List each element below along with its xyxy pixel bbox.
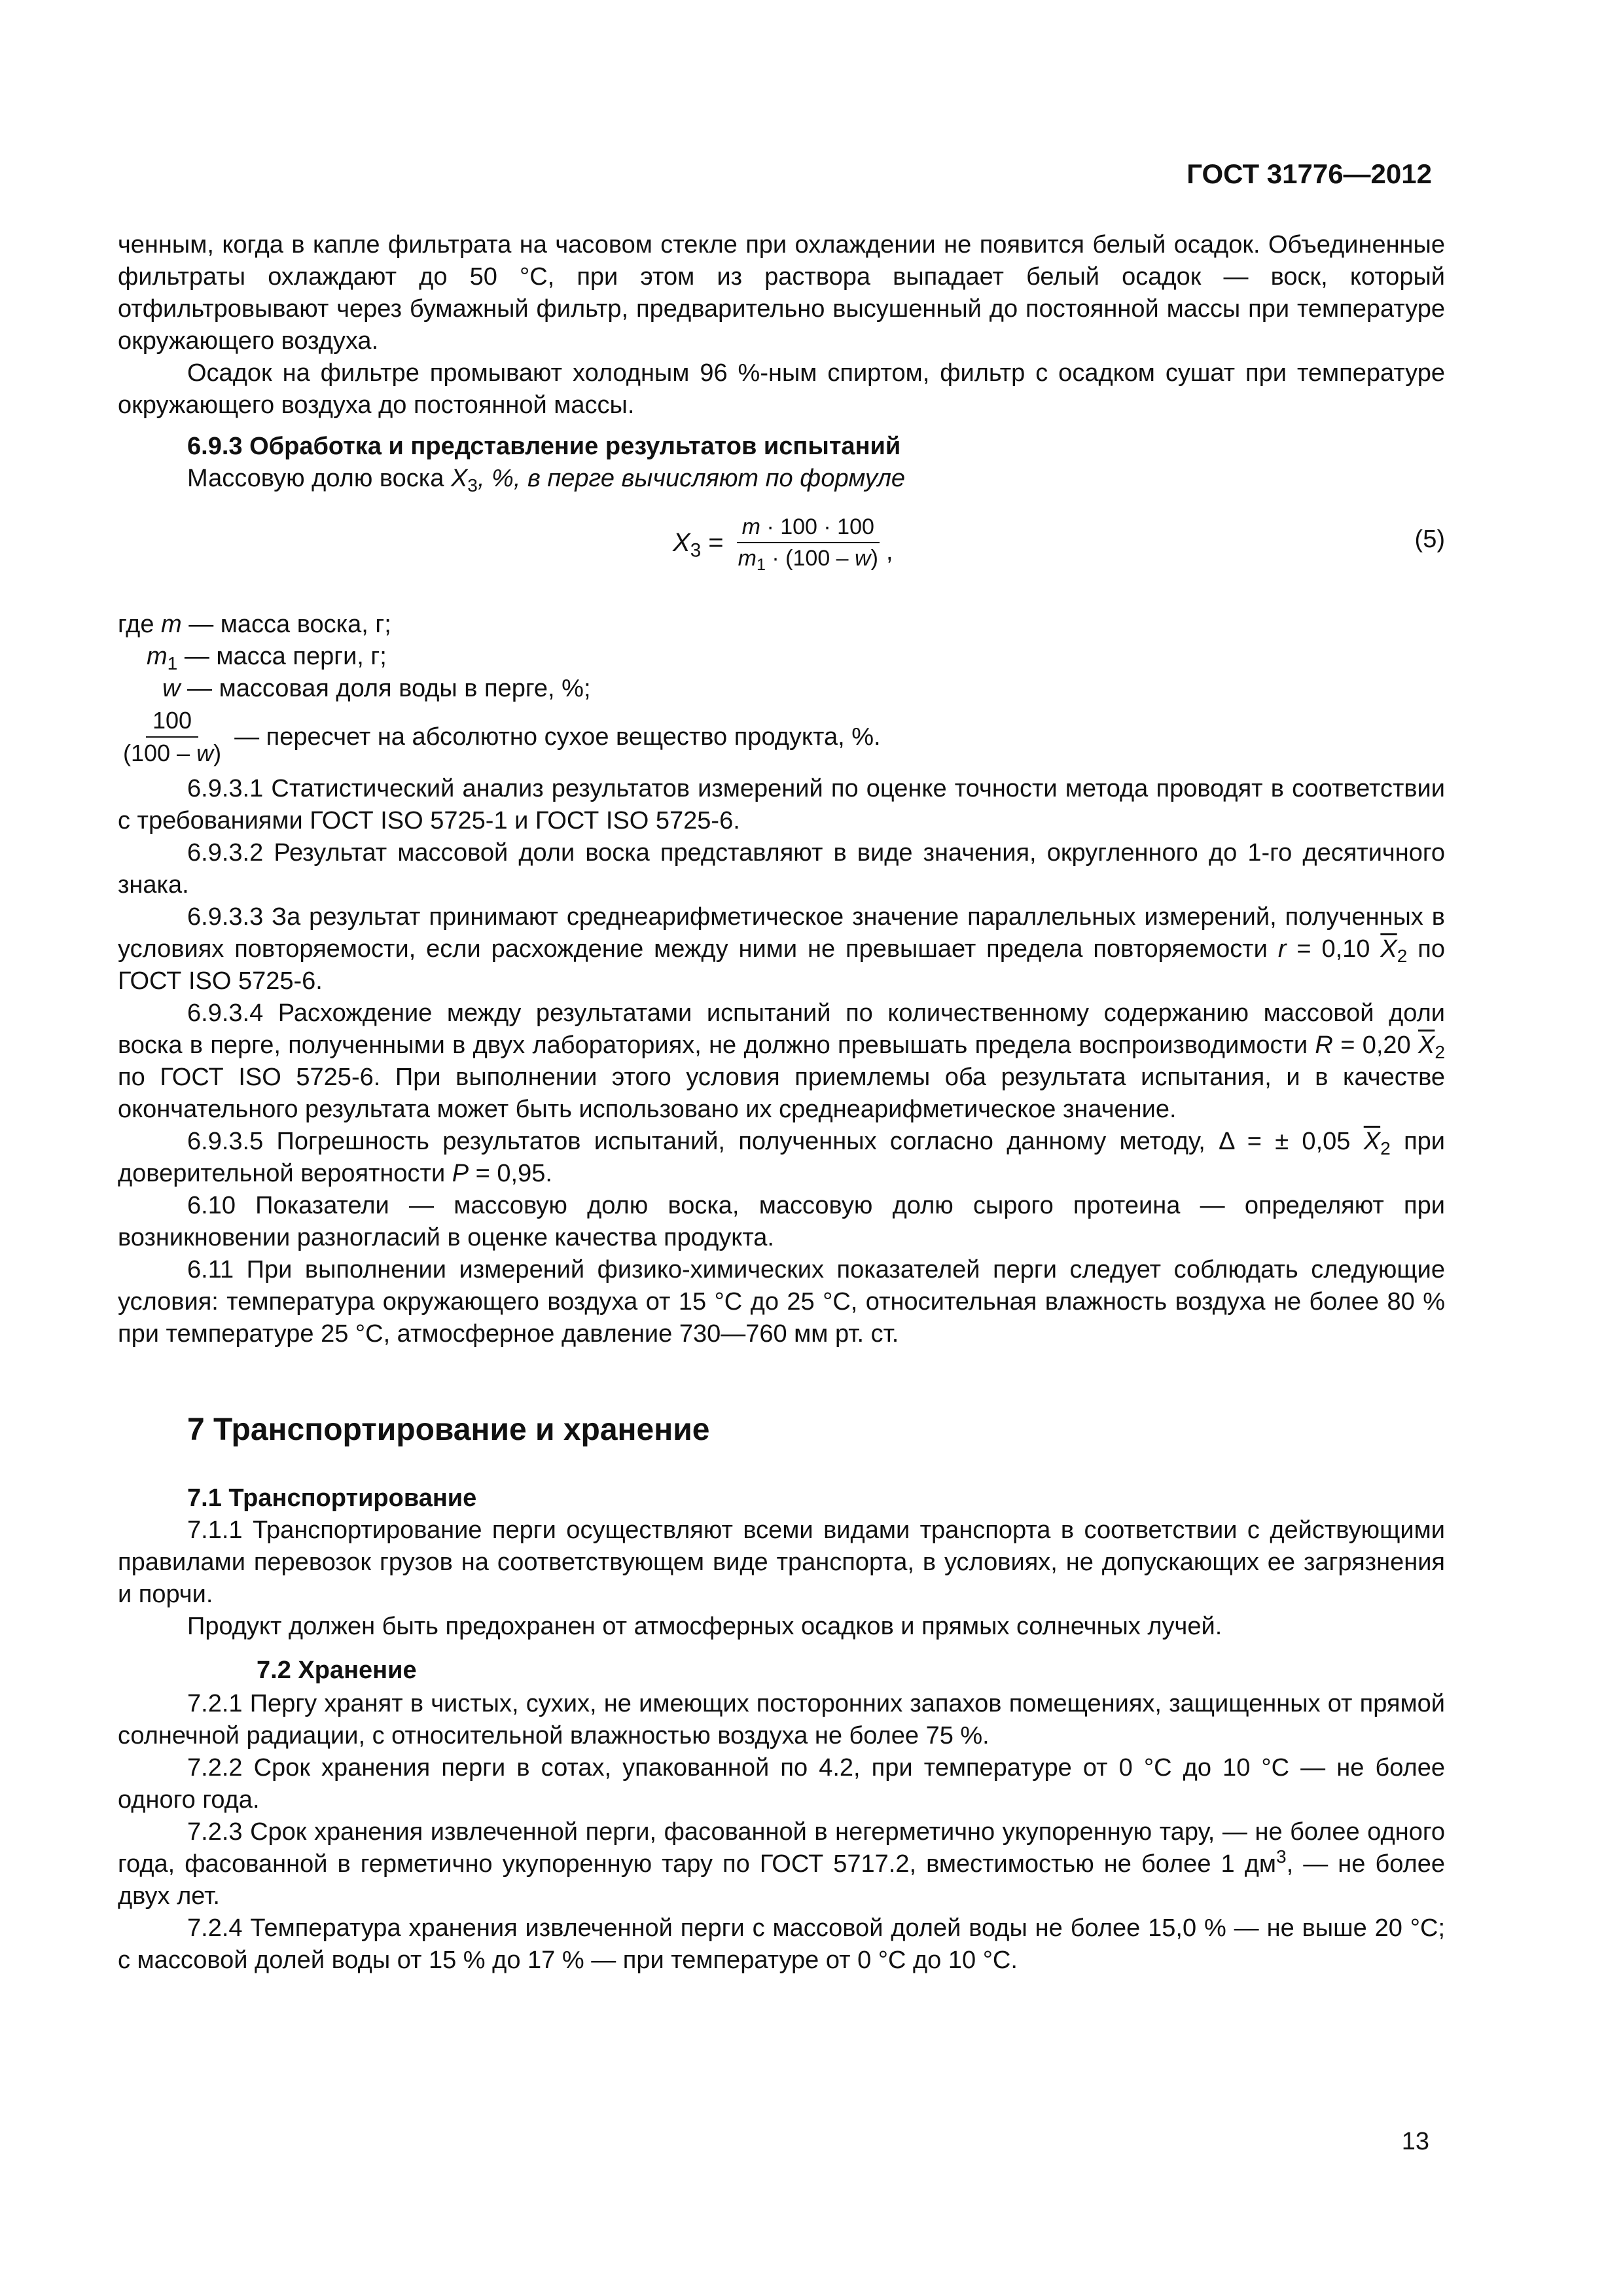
formula-block [118,509,1445,598]
where-line-m1: $m_1$ — масса перги, г; [147,643,387,673]
subsection-heading-6-9-3: 6.9.3 Обработка и представление результатов испытаний [187,433,901,460]
dry-conversion-denominator: (100 – w) [123,740,222,766]
paragraph-continuation: ченным, когда в капле фильтрата на часовом стекле при охлаждении не появится белый осадок. Объединенные фильтраты охлаждают до 50 °С, при этом из раствора выпадает белый осадок — воск, который отфильтровывают через бумажный фильтр, предварительно высушенный до постоянной массы при температуре окружающего воздуха. [118,231,1445,355]
subsection-heading-7-1: 7.1 Транспортирование [187,1484,477,1512]
formula-fraction [733,513,883,575]
section-7-title: 7 Транспортирование и хранение [187,1412,710,1447]
clause-6-10: 6.10 Показатели — массовую долю воска, массовую долю сырого протеина — определяют при возникновении разногласий в оценке качества продукта. [118,1192,1445,1251]
dry-conversion-text: — пересчет на абсолютно сухое вещество продукта, %. [234,723,881,751]
dry-conversion-fraction [118,706,226,768]
where-line-w: w — массовая доля воды в перге, %; [162,675,591,702]
formula-numerator: m · 100 · 100 [737,513,880,543]
clause-7-2-1: 7.2.1 Пергу хранят в чистых, сухих, не имеющих посторонних запахов помещениях, защищенных от прямой солнечной радиации, с относительной влажностью воздуха не более 75 %. [118,1690,1445,1749]
formula-denominator: $m_1 \cdot (100 - w)$ [738,546,878,575]
clause-6-9-3-2: 6.9.3.2 Результат массовой доли воска представляют в виде значения, округленного до 1-го десятичного знака. [118,839,1445,899]
formula-lhs: $X_3$ = [673,528,724,561]
clause-6-9-3-3: 6.9.3.3 За результат принимают среднеарифметическое значение параллельных измерений, полученных в условиях повторяемости, если расхождение между ними не превышает предела повторяемости r = 0,10 $\overline{X}_2$ по ГОСТ ISO 5725-6. [118,903,1445,995]
clause-6-11: 6.11 При выполнении измерений физико-химических показателей перги следует соблюдать следующие условия: температура окружающего воздуха от 15 °С до 25 °С, относительная влажность воздуха не более 80 % при температуре 25 °С, атмосферное давление 730—760 мм рт. ст. [118,1256,1445,1348]
clause-7-2-4: 7.2.4 Температура хранения извлеченной перги с массовой долей воды не более 15,0 % — не выше 20 °С; с массовой долей воды от 15 % до 17 % — при температуре от 0 °С до 10 °С. [118,1914,1445,1974]
clause-7-1-1: 7.1.1 Транспортирование перги осуществляют всеми видами транспорта в соответствии с действующими правилами перевозок грузов на соответствующем виде транспорта, в условиях, не допускающих ее загрязнения и порчи. [118,1516,1445,1608]
where-line-m: где m — масса воска, г; [118,611,391,638]
wax-fraction-formula [673,513,893,575]
formula-lead-text: Массовую долю воска $X_3$, %, в перге вычисляют по формуле [187,465,906,495]
paragraph-filter-washing: Осадок на фильтре промывают холодным 96 %-ным спиртом, фильтр с осадком сушат при температуре окружающего воздуха до постоянной массы. [118,359,1445,419]
subsection-heading-7-2: 7.2 Хранение [257,1657,417,1684]
clause-7-2-2: 7.2.2 Срок хранения перги в сотах, упакованной по 4.2, при температуре от 0 °С до 10 °С — не более одного года. [118,1754,1445,1814]
clause-6-9-3-4: 6.9.3.4 Расхождение между результатами испытаний по количественному содержанию массовой доли воска в перге, полученными в двух лабораториях, не должно превышать предела воспроизводимости R = 0,20 $\overline{X}_2$ по ГОСТ ISO 5725-6. При выполнении этого условия приемлемы оба результата испытания, и в качестве окончательного результата может быть использовано их среднеарифметическое значение. [118,999,1445,1123]
clause-6-9-3-1: 6.9.3.1 Статистический анализ результатов измерений по оценке точности метода проводят в соответствии с требованиями ГОСТ ISO 5725-1 и ГОСТ ISO 5725-6. [118,775,1445,834]
formula-comma: , [885,538,893,565]
clause-7-1-1-protection: Продукт должен быть предохранен от атмосферных осадков и прямых солнечных лучей. [187,1613,1222,1640]
formula-number: (5) [1414,526,1445,553]
dry-conversion-numerator: 100 [146,706,198,738]
clause-7-2-3: 7.2.3 Срок хранения извлеченной перги, фасованной в негерметично укупоренную тару, — не более одного года, фасованной в герметично укупоренную тару по ГОСТ 5717.2, вместимостью не более 1 $дм^3$, — не более двух лет. [118,1818,1445,1910]
document-code-header: ГОСТ 31776—2012 [1186,158,1432,189]
clause-6-9-3-5: 6.9.3.5 Погрешность результатов испытаний, полученных согласно данному методу, Δ = ± 0,05 $\overline{X}_2$ при доверительной вероятности P = 0,95. [118,1128,1446,1187]
page-number: 13 [1401,2128,1429,2155]
where-line-dry-conversion [118,706,1445,768]
page-body [118,229,1445,1977]
